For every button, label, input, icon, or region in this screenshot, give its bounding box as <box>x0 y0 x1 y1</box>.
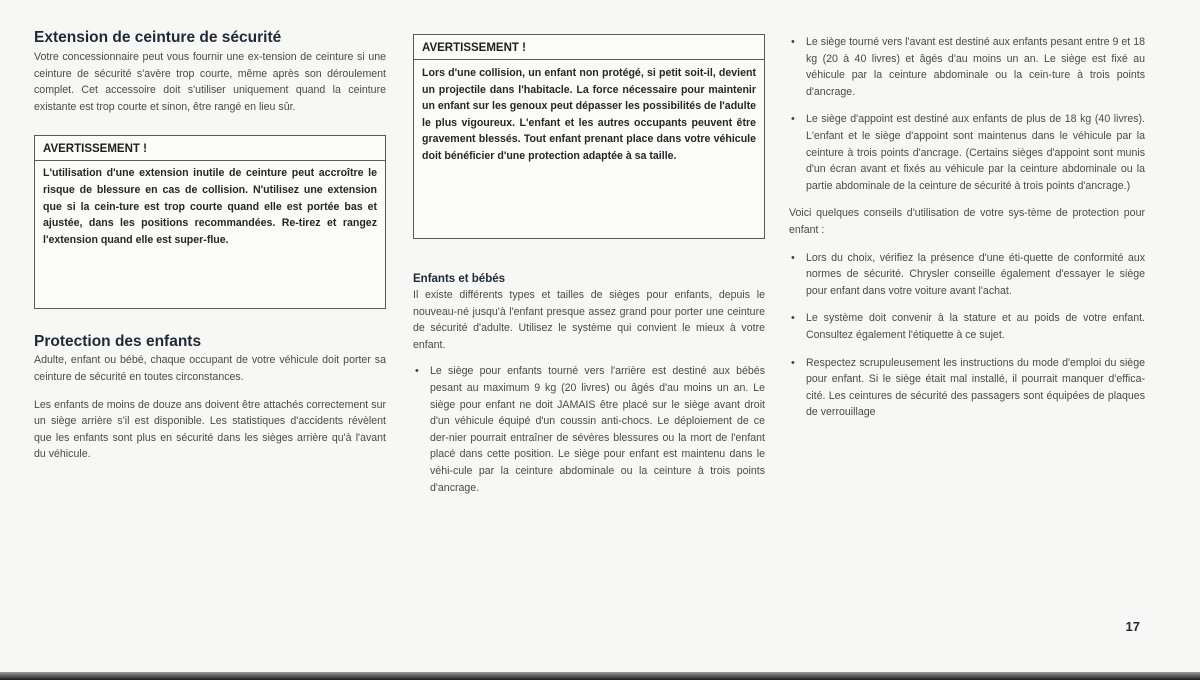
page-number: 17 <box>1125 619 1140 634</box>
extension-heading: Extension de ceinture de sécurité <box>34 29 282 46</box>
warning-text: L'utilisation d'une extension inutile de ceinture peut accroître le risque de blessure en cas de collision. N'utilisez une extension que si la cein-ture est trop courte quand elle est portée bas et ajustée, dans les positions recommandées. Re-tirez et rangez l'extension quand elle est super-flue. <box>43 167 377 246</box>
middle-column <box>413 34 765 496</box>
warning-title: AVERTISSEMENT ! <box>422 42 526 54</box>
list-item-text: Lors du choix, vérifiez la présence d'une éti-quette de conformité aux normes de sécurité. Chrysler conseille également d'essayer le siège pour enfant dans votre voiture avant l'achat. <box>806 251 1145 297</box>
warning-title: AVERTISSEMENT ! <box>43 143 147 156</box>
list-item <box>413 363 765 496</box>
bullet-icon: • <box>791 356 795 369</box>
right-column <box>789 34 1145 421</box>
list-item <box>789 250 1145 300</box>
middle-bullet-list <box>413 363 765 496</box>
list-item-text: Le siège d'appoint est destiné aux enfants de plus de 18 kg (40 livres). L'enfant et le siège d'appoint sont maintenus dans le véhicule par la ceinture à trois points d'ancrage. (Certains sièges d'appoint sont munis d'un écran avant et fixés au véhicule par la ceinture abdominale ou la partie abdominale de la ceinture de sécurité à trois points d'ancrage.) <box>806 113 1145 192</box>
bullet-icon: • <box>791 36 795 48</box>
conseils-paragraph: Voici quelques conseils d'utilisation de votre sys-tème de protection pour enfant : <box>789 207 1145 236</box>
extension-paragraph: Votre concessionnaire peut vous fournir une ex-tension de ceinture si une ceinture de sécurité s'avère trop courte, même après son déroulement complet. Cet accessoire doit s'utiliser uniquement quand la ceinture existante est trop courte et sinon, être rangé en lieu sûr. <box>34 51 386 113</box>
protection-paragraph-2: Les enfants de moins de douze ans doivent être attachés correctement sur un siège arrière s'il est disponible. Les statistiques d'accidents révèlent que les enfants sont plus en sécurité dans les sièges arrière qu'à l'avant du véhicule. <box>34 398 386 461</box>
list-item-text: Le siège tourné vers l'avant est destiné aux enfants pesant entre 9 et 18 kg (20 à 40 livres) et âgés d'au moins un an. Le siège est fixé au véhicule par la ceinture abdominale ou la cein-ture à trois points d'ancrage. <box>806 36 1145 98</box>
extension-warning-box <box>34 135 386 309</box>
list-item-text: Respectez scrupuleusement les instructions du mode d'emploi du siège pour enfant. Si le siège était mal installé, il pourrait manquer d'effica-cité. Les ceintures de sécurité des passagers sont équipées de plaques de verrouillage <box>806 356 1145 419</box>
enfants-paragraph: Il existe différents types et tailles de sièges pour enfants, depuis le nouveau-né jusqu'à l'enfant presque assez grand pour porter une ceinture de sécurité d'adulte. Utilisez le système qui convient le mieux à votre enfant. <box>413 289 765 351</box>
right-bullet-list-bottom <box>789 250 1145 421</box>
left-column <box>34 28 386 463</box>
child-warning-box <box>413 34 765 239</box>
list-item-text: Le système doit convenir à la stature et au poids de votre enfant. Consultez également l'étiquette à ce sujet. <box>806 312 1145 341</box>
list-item <box>789 34 1145 100</box>
list-item <box>789 355 1145 421</box>
warning-text: Lors d'une collision, un enfant non protégé, si petit soit-il, devient un projectile dans l'habitacle. La force nécessaire pour maintenir un enfant sur les genoux peut dépasser les possibilités de l'adulte le plus vigoureux. L'enfant et les autres occupants peuvent être gravement blessés. Tout enfant prenant place dans votre véhicule doit bénéficier d'une protection adaptée à sa taille. <box>422 67 756 162</box>
bullet-icon: • <box>791 251 795 264</box>
bullet-icon: • <box>415 365 419 378</box>
protection-paragraph-1: Adulte, enfant ou bébé, chaque occupant de votre véhicule doit porter sa ceinture de sécurité en toutes circonstances. <box>34 354 386 383</box>
protection-heading: Protection des enfants <box>34 333 202 351</box>
list-item <box>789 111 1145 194</box>
bullet-icon: • <box>791 113 795 126</box>
right-bullet-list-top <box>789 34 1145 194</box>
enfants-heading: Enfants et bébés <box>413 273 506 285</box>
page-bottom-edge <box>0 672 1200 680</box>
bullet-icon: • <box>791 312 795 325</box>
list-item-text: Le siège pour enfants tourné vers l'arrière est destiné aux bébés pesant au maximum 9 kg (20 livres) ou âgés d'au moins un an. Le siège pour enfant ne doit JAMAIS être placé sur le siège avant droit d'un véhicule équipé d'un coussin anti-chocs. Le déploiement de ce der-nier pourrait entraîner de sévères blessures ou la mort de l'enfant placé dans cette position. Le siège pour enfant est maintenu dans le véhi-cule par la ceinture abdominale ou la ceinture à trois points d'ancrage. <box>430 365 765 494</box>
list-item <box>789 310 1145 343</box>
